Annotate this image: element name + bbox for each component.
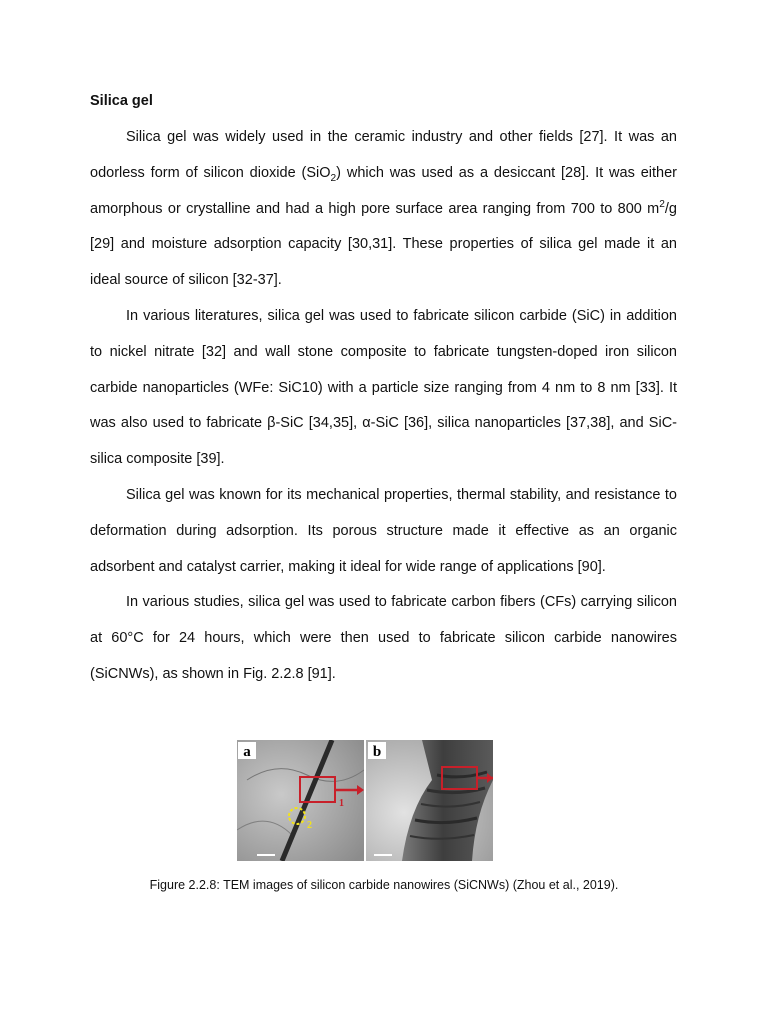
panel-divider xyxy=(364,740,366,861)
paragraph-4: In various studies, silica gel was used to fabricate carbon fibers (CFs) carrying silicon at 60°C for 24 hours, which were then used to fabricate silicon carbide nanowires (SiCNWs), as shown in Fig. 2.2.8 [91]. xyxy=(90,594,677,682)
paragraph-2: In various literatures, silica gel was used to fabricate silicon carbide (SiC) in addition to nickel nitrate [32] and wall stone composite to fabricate tungsten-doped iron silicon carbide nanoparticles (WFe: SiC10) with a particle size ranging from 4 nm to 8 nm [33]. It was also used to fabricate β-SiC [34,35], α-SiC [36], silica nanoparticles [37,38], and SiC-silica composite [39]. xyxy=(90,307,677,468)
subscript-2: 2 xyxy=(330,172,337,184)
body-text xyxy=(90,120,677,693)
figure-caption: Figure 2.2.8: TEM images of silicon carbide nanowires (SiCNWs) (Zhou et al., 2019). xyxy=(149,878,619,892)
superscript-2: 2 xyxy=(659,198,665,210)
paragraph-1 xyxy=(90,120,677,299)
panel-a-scale-bar xyxy=(257,854,275,856)
marker-2-label: 2 xyxy=(307,820,312,831)
panel-a-label: a xyxy=(243,744,251,760)
paragraph-1-part-c: /g [29] and moisture adsorption capacity [30,31]. These properties of silica gel made it an ideal source of silicon [32-37]. xyxy=(90,200,677,289)
section-heading: Silica gel xyxy=(90,93,153,109)
paragraph-3: Silica gel was known for its mechanical properties, thermal stability, and resistance to deformation during adsorption. Its porous structure made it effective as an organic adsorbent and catalyst carrier, making it ideal for wide range of applications [90]. xyxy=(90,486,677,575)
tem-panel-a xyxy=(237,740,364,861)
tem-figure xyxy=(237,740,493,861)
paragraph-1-part-a: Silica gel was widely used in the ceramic industry and other fields [27]. It was an odorless form of silicon dioxide (SiO xyxy=(90,129,677,181)
panel-b-label: b xyxy=(372,744,382,760)
tem-panel-b xyxy=(366,740,493,861)
panel-b-scale-bar xyxy=(374,854,392,856)
marker-1-label: 1 xyxy=(339,798,344,809)
paragraph-1-part-b: ) which was used as a desiccant [28]. It was either amorphous or crystalline and had a high pore surface area ranging from 700 to 800 m xyxy=(90,164,677,217)
